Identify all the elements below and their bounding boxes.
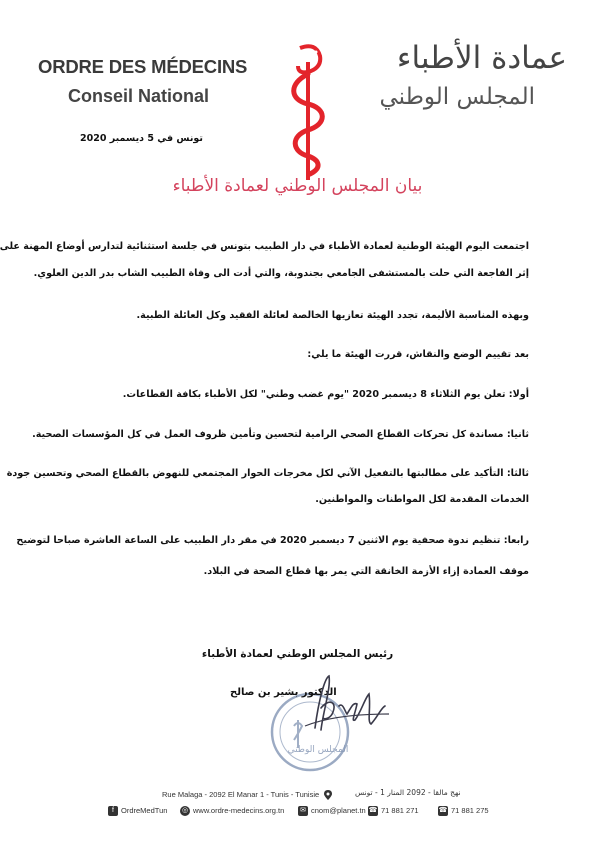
- phone-contact-2[interactable]: ☎ 71 881 275: [438, 806, 489, 815]
- council-name-french: Conseil National: [68, 86, 210, 106]
- phone-icon: ☎: [438, 807, 448, 815]
- handwritten-signature: [285, 668, 395, 740]
- org-name-arabic: عمادة الأطباء: [396, 40, 567, 76]
- paragraph-third-decision-line2: الخدمات المقدمة لكل المواطنات والمواطنين.: [315, 494, 529, 505]
- facebook-contact[interactable]: f OrdreMedTun: [108, 806, 167, 816]
- paragraph-condolences: وبهذه المناسبة الأليمة، تجدد الهيئة تعازيها الخالصة لعائلة الفقيد وكل العائلة الطبية.: [136, 310, 529, 321]
- contact-bar: [108, 806, 508, 820]
- caduceus-logo: [286, 44, 330, 184]
- paragraph-decisions-intro: بعد تقييم الوضع والنقاش، قررت الهيئة ما يلي:: [307, 349, 529, 360]
- address-french: Rue Malaga - 2092 El Manar 1 - Tunis - Tunisie: [162, 790, 332, 800]
- org-name-french: ORDRE DES MÉDECINS: [38, 56, 248, 77]
- paragraph-fourth-decision-line2: موقف العمادة إزاء الأزمة الخانقة التي يمر بها قطاع الصحة في البلاد.: [203, 566, 529, 577]
- address-arabic: نهج مالقا - 2092 المنار 1 - تونس: [355, 788, 461, 797]
- email-contact[interactable]: ✉ cnom@planet.tn: [298, 806, 366, 816]
- document-title: بيان المجلس الوطني لعمادة الأطباء: [172, 176, 423, 196]
- paragraph-first-decision: أولا: تعلن يوم الثلاثاء 8 ديسمبر 2020 "يوم غضب وطني" لكل الأطباء بكافة القطاعات.: [122, 389, 529, 400]
- phone-icon: ☎: [368, 807, 378, 815]
- paragraph-intro-line2: إثر الفاجعة التي حلت بالمستشفى الجامعي بجندوبة، والتي أدت الى وفاة الطبيب الشاب بدر الدين العلوي.: [33, 268, 529, 279]
- council-name-arabic: المجلس الوطني: [379, 84, 535, 110]
- signatory-title: رئيس المجلس الوطني لعمادة الأطباء: [201, 648, 394, 660]
- paragraph-third-decision-line1: ثالثا: التأكيد على مطالبتها بالتفعيل الآني لكل مخرجات الحوار المجتمعي للنهوض بالقطاع الصحي وتحسين جودة: [6, 468, 529, 479]
- document-date: تونس في 5 ديسمبر 2020: [80, 133, 203, 144]
- paragraph-second-decision: ثانيا: مساندة كل تحركات القطاع الصحي الرامية لتحسين وتأمين ظروف العمل في كل المؤسسات الصحية.: [32, 429, 529, 440]
- envelope-icon: ✉: [298, 806, 308, 816]
- facebook-icon: f: [108, 806, 118, 816]
- globe-icon: ◎: [181, 807, 189, 815]
- signatory-name: الدكتور بشير بن صالح: [230, 687, 337, 698]
- paragraph-intro-line1: اجتمعت اليوم الهيئة الوطنية لعمادة الأطباء في دار الطبيب بتونس في جلسة استثنائية لتدارس أوضاع المهنة على: [0, 241, 529, 252]
- paragraph-fourth-decision-line1: رابعا: تنظيم ندوة صحفية يوم الاثنين 7 ديسمبر 2020 في مقر دار الطبيب على الساعة العاشرة صباحا لتوضيح: [16, 535, 529, 546]
- location-pin-icon: [324, 790, 332, 800]
- svg-text:المجلس الوطني: المجلس الوطني: [287, 745, 349, 755]
- phone-contact-1[interactable]: ☎ 71 881 271: [368, 806, 419, 815]
- website-contact[interactable]: ◎ www.ordre-medecins.org.tn: [181, 806, 285, 815]
